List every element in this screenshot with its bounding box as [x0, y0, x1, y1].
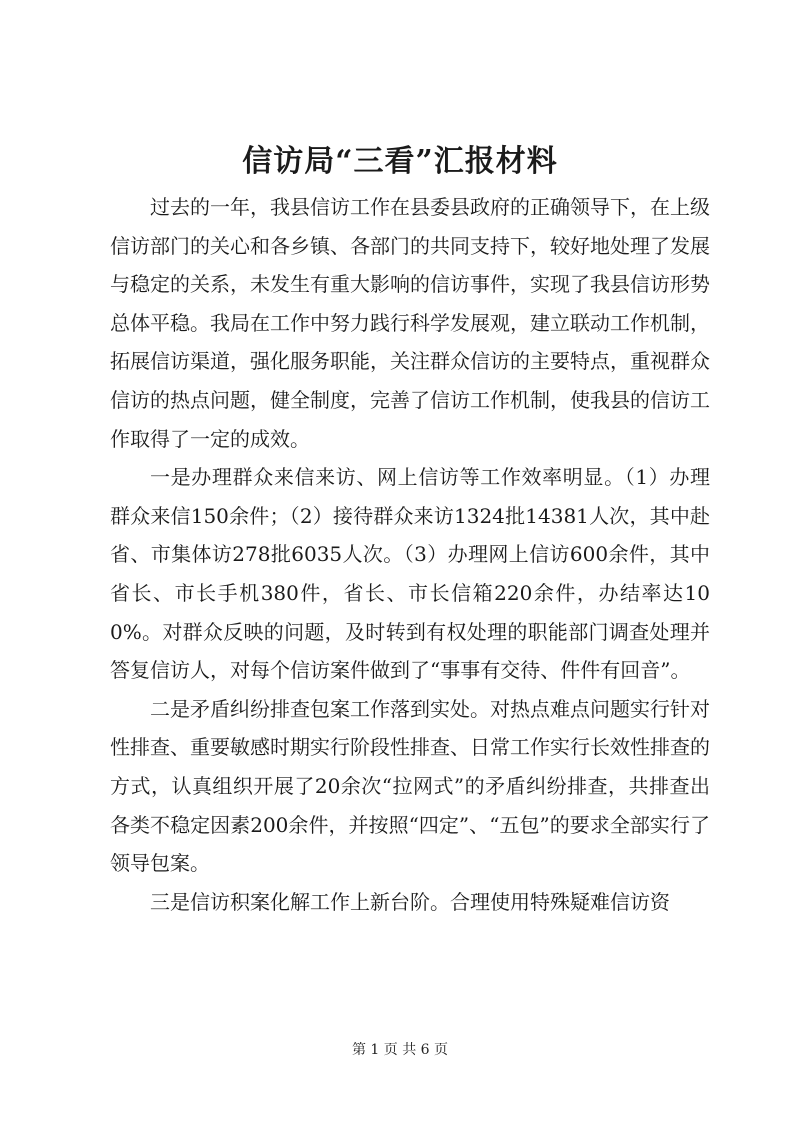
document-body	[110, 188, 710, 921]
paragraph-intro: 过去的一年，我县信访工作在县委县政府的正确领导下，在上级信访部门的关心和各乡镇、各部门的共同支持下，较好地处理了发展与稳定的关系，未发生有重大影响的信访事件，实现了我县信访形势总体平稳。我局在工作中努力践行科学发展观，建立联动工作机制，拓展信访渠道，强化服务职能，关注群众信访的主要特点，重视群众信访的热点问题，健全制度，完善了信访工作机制，使我县的信访工作取得了一定的成效。	[110, 195, 710, 451]
paragraph-one: 一是办理群众来信来访、网上信访等工作效率明显。（1）办理群众来信150余件；（2）接待群众来访1324批14381人次，其中赴省、市集体访278批6035人次。（3）办理网上信访600余件，其中省长、市长手机380件，省长、市长信箱220余件，办结率达100%。对群众反映的问题，及时转到有权处理的职能部门调查处理并答复信访人，对每个信访案件做到了“事事有交待、件件有回音”。	[110, 465, 710, 683]
document-title: 信访局“三看”汇报材料	[242, 144, 558, 179]
paragraph-three: 三是信访积案化解工作上新台阶。合理使用特殊疑难信访资	[150, 889, 670, 914]
paragraph-two: 二是矛盾纠纷排查包案工作落到实处。对热点难点问题实行针对性排查、重要敏感时期实行阶段性排查、日常工作实行长效性排查的方式，认真组织开展了20余次“拉网式”的矛盾纠纷排查，共排查出各类不稳定因素200余件，并按照“四定”、“五包”的要求全部实行了领导包案。	[110, 696, 710, 876]
page-number-footer: 第 1 页 共 6 页	[351, 1042, 449, 1058]
